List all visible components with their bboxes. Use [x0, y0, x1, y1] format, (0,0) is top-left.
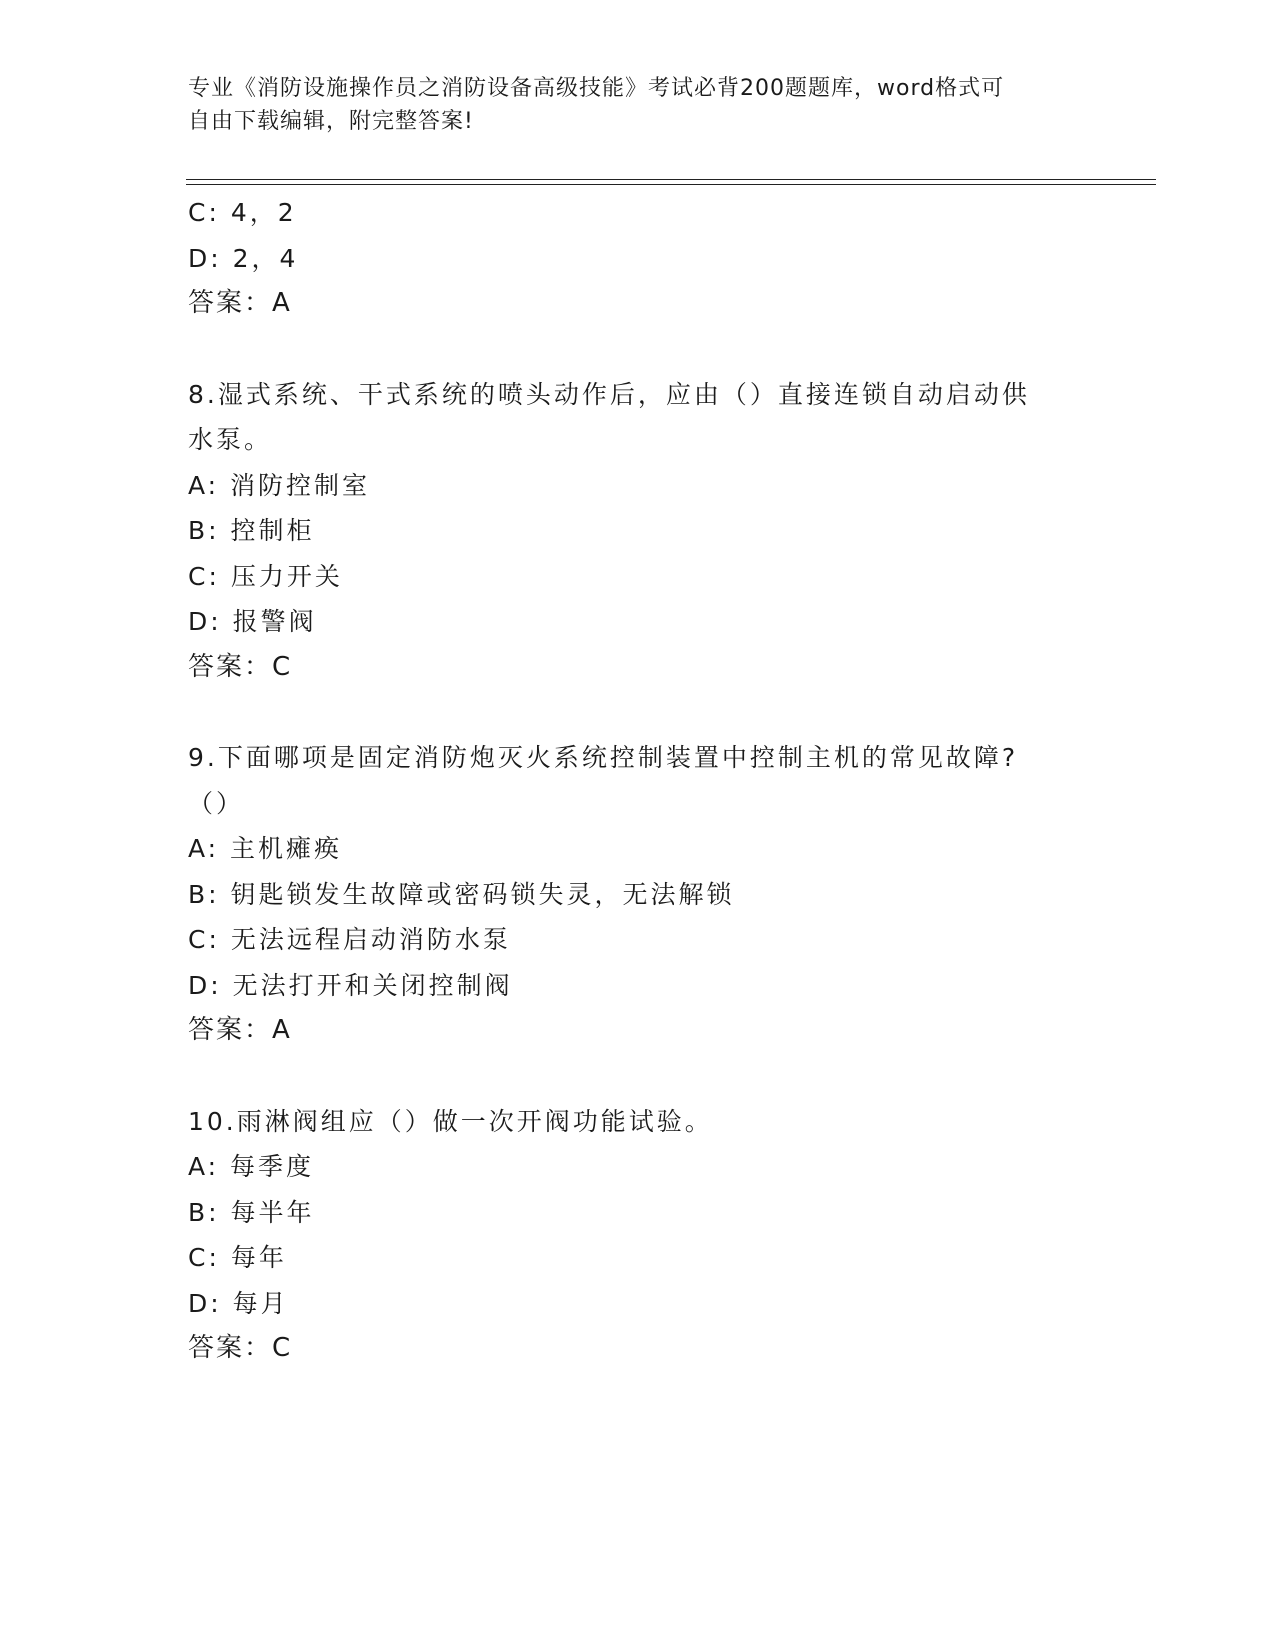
option-d: D: 无法打开和关闭控制阀 [188, 970, 513, 1000]
answer-line: 答案：C [188, 1333, 293, 1363]
header-line-1: 专业《消防设施操作员之消防设备高级技能》考试必背200题题库，word格式可 [188, 76, 1005, 101]
question-list [188, 190, 1068, 1372]
question-text-cont: 水泵。 [188, 425, 273, 454]
option-b: B: 每半年 [188, 1197, 315, 1227]
option-a: A: 消防控制室 [188, 470, 371, 500]
option-d: D: 每月 [188, 1288, 289, 1318]
option-a: A: 主机瘫痪 [188, 834, 343, 863]
option-c: C: 每年 [188, 1243, 287, 1272]
option-d: D: 报警阀 [188, 607, 317, 636]
option-a: A: 每季度 [188, 1152, 315, 1181]
question-text: 8.湿式系统、干式系统的喷头动作后，应由（）直接连锁自动启动供 [188, 379, 1030, 409]
spacer [188, 1054, 1068, 1099]
question-block-8 [188, 372, 1068, 691]
question-text: 9.下面哪项是固定消防炮灭火系统控制装置中控制主机的常见故障? [188, 743, 1019, 772]
option-c: C: 压力开关 [188, 561, 343, 591]
answer-line: 答案：A [188, 1015, 292, 1045]
option-d: D: 2，4 [188, 243, 299, 273]
question-block-10 [188, 1099, 1068, 1372]
question-block-9 [188, 735, 1068, 1054]
header-line-2: 自由下载编辑，附完整答案! [188, 109, 474, 134]
question-text-cont: （） [188, 788, 245, 818]
header-divider-bottom [186, 184, 1156, 185]
spacer [188, 327, 1068, 372]
option-b: B: 控制柜 [188, 516, 315, 545]
question-block-prev [188, 190, 1068, 327]
option-c: C: 无法远程启动消防水泵 [188, 925, 511, 954]
spacer [188, 690, 1068, 735]
answer-line: 答案：A [188, 288, 292, 318]
header-divider-top [186, 179, 1156, 180]
option-b: B: 钥匙锁发生故障或密码锁失灵，无法解锁 [188, 879, 735, 909]
page-header [188, 72, 1068, 138]
answer-line: 答案：C [188, 651, 293, 682]
option-c: C: 4，2 [188, 198, 297, 227]
question-text: 10.雨淋阀组应（）做一次开阀功能试验。 [188, 1106, 713, 1136]
